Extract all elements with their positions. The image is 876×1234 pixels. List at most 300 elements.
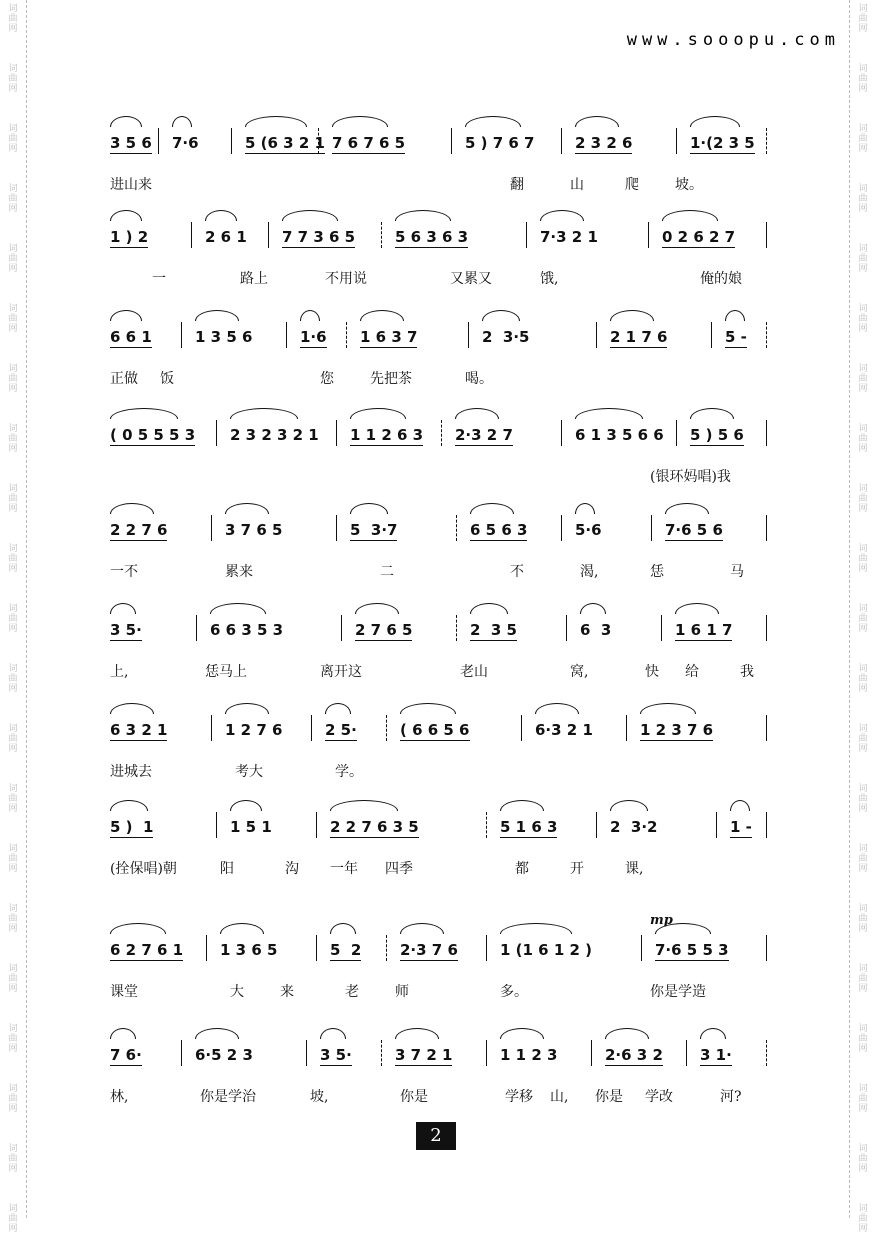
note-group: 1 3 6 5	[220, 941, 278, 959]
barline	[318, 128, 320, 154]
note-group: 1 -	[730, 818, 752, 836]
slur-mark	[110, 800, 148, 811]
slur-mark	[395, 210, 451, 221]
slur-mark	[332, 116, 388, 127]
slur-mark	[610, 800, 648, 811]
barline	[456, 515, 458, 541]
dynamic-marking: mp	[650, 913, 673, 928]
watermark-glyph: 词 曲 网	[8, 544, 18, 574]
note-group: 2·3 7 6	[400, 941, 458, 959]
slur-mark	[225, 703, 269, 714]
barline	[676, 420, 677, 446]
note-group: 7·3 2 1	[540, 228, 598, 246]
barline	[711, 322, 712, 348]
lyric-text: 坡,	[310, 1089, 329, 1105]
note-group: 3 1·	[700, 1046, 732, 1064]
lyric-text: (拴保唱)朝	[110, 861, 177, 877]
watermark-glyph: 词 曲 网	[858, 724, 868, 754]
barline	[206, 935, 207, 961]
notation-line	[110, 222, 790, 262]
lyric-text: 正做	[110, 371, 138, 387]
lyric-text: 您	[320, 371, 334, 387]
note-group: 5 ) 5 6	[690, 426, 744, 444]
lyric-text: (银环妈唱)我	[650, 469, 731, 485]
barline	[306, 1040, 307, 1066]
barline	[648, 222, 649, 248]
barline	[676, 128, 677, 154]
barline	[566, 615, 567, 641]
slur-mark	[395, 1028, 439, 1039]
note-group: 1 1 2 6 3	[350, 426, 424, 444]
note-group: 2 5·	[325, 721, 357, 739]
lyrics-line	[110, 268, 790, 290]
lyric-text: 又累又	[450, 271, 492, 287]
notation-line	[110, 128, 790, 168]
note-group: 1·(2 3 5	[690, 134, 755, 152]
lyric-text: 多。	[500, 984, 528, 1000]
note-group: ( 6 6 5 6	[400, 721, 470, 739]
barline	[211, 715, 212, 741]
note-group: 1 6 1 7	[675, 621, 733, 639]
note-group: 1 2 3 7 6	[640, 721, 714, 739]
barline	[316, 812, 317, 838]
note-group: 7·6 5 6	[665, 521, 723, 539]
lyric-text: 课堂	[110, 984, 138, 1000]
slur-mark	[662, 210, 718, 221]
notation-line	[110, 935, 790, 975]
lyric-text: 学。	[335, 764, 363, 780]
note-group: 1 1 2 3	[500, 1046, 558, 1064]
watermark-glyph: 词 曲 网	[8, 1084, 18, 1114]
barline	[486, 1040, 487, 1066]
lyric-text: 四季	[385, 861, 413, 877]
barline	[158, 128, 159, 154]
slur-mark	[360, 310, 404, 321]
lyric-text: 沟	[285, 861, 299, 877]
lyric-text: 翻	[510, 177, 524, 193]
lyric-text: 坡。	[675, 177, 703, 193]
slur-mark	[195, 310, 239, 321]
slur-mark	[730, 800, 750, 811]
note-group: 5 1 6 3	[500, 818, 558, 836]
lyric-text: 恁马上	[205, 664, 247, 680]
slur-mark	[580, 603, 606, 614]
watermark-glyph: 词 曲 网	[858, 304, 868, 334]
watermark-glyph: 词 曲 网	[858, 844, 868, 874]
watermark-glyph: 词 曲 网	[858, 1084, 868, 1114]
note-group: 6 5 6 3	[470, 521, 528, 539]
note-group: 3 5·	[110, 621, 142, 639]
slur-mark	[225, 503, 269, 514]
watermark-glyph: 词 曲 网	[8, 184, 18, 214]
barline	[766, 420, 767, 446]
slur-mark	[500, 800, 544, 811]
note-group: 6·5 2 3	[195, 1046, 253, 1064]
watermark-glyph: 词 曲 网	[858, 484, 868, 514]
barline	[386, 935, 388, 961]
barline	[381, 1040, 383, 1066]
note-group: 2 6 1	[205, 228, 247, 246]
slur-mark	[482, 310, 520, 321]
slur-mark	[245, 116, 307, 127]
watermark-glyph: 词 曲 网	[8, 724, 18, 754]
lyric-text: 不	[510, 564, 524, 580]
slur-mark	[110, 703, 154, 714]
notation-line	[110, 420, 790, 460]
lyric-text: 俺的娘	[700, 271, 742, 287]
slur-mark	[210, 603, 266, 614]
lyric-text: 进城去	[110, 764, 152, 780]
note-group: 1 2 7 6	[225, 721, 283, 739]
note-group: ( 0 5 5 5 3	[110, 426, 196, 444]
notation-line	[110, 812, 790, 852]
barline	[181, 1040, 182, 1066]
watermark-glyph: 词 曲 网	[8, 304, 18, 334]
lyric-text: 喝。	[465, 371, 493, 387]
note-group: 5 2	[330, 941, 362, 959]
lyric-text: 快	[645, 664, 659, 680]
slur-mark	[110, 310, 142, 321]
barline	[216, 420, 217, 446]
lyric-text: 学移	[505, 1089, 533, 1105]
slur-mark	[455, 408, 499, 419]
note-group: 6 3 2 1	[110, 721, 168, 739]
slur-mark	[110, 116, 142, 127]
slur-mark	[690, 116, 740, 127]
watermark-glyph: 词 曲 网	[8, 364, 18, 394]
note-group: 6 2 7 6 1	[110, 941, 184, 959]
lyric-text: 路上	[240, 271, 268, 287]
barline	[521, 715, 522, 741]
lyric-text: 大	[230, 984, 244, 1000]
barline	[486, 935, 487, 961]
slur-mark	[220, 923, 264, 934]
note-group: 2 3·2	[610, 818, 658, 836]
note-group: 2 7 6 5	[355, 621, 413, 639]
note-group: 5 ) 7 6 7	[465, 134, 535, 152]
slur-mark	[350, 503, 388, 514]
slur-mark	[500, 1028, 544, 1039]
slur-mark	[470, 603, 508, 614]
note-group: 2·3 2 7	[455, 426, 513, 444]
watermark-glyph: 词 曲 网	[8, 964, 18, 994]
slur-mark	[110, 603, 136, 614]
slur-mark	[110, 503, 154, 514]
watermark-glyph: 词 曲 网	[8, 904, 18, 934]
watermark-glyph: 词 曲 网	[858, 1204, 868, 1234]
slur-mark	[470, 503, 514, 514]
lyric-text: 窝,	[570, 664, 589, 680]
lyric-text: 你是	[400, 1089, 428, 1105]
lyric-text: 师	[395, 984, 409, 1000]
watermark-glyph: 词 曲 网	[858, 544, 868, 574]
lyric-text: 你是	[595, 1089, 623, 1105]
barline	[441, 420, 443, 446]
barline	[596, 322, 597, 348]
watermark-glyph: 词 曲 网	[858, 904, 868, 934]
watermark-glyph: 词 曲 网	[858, 784, 868, 814]
watermark-glyph: 词 曲 网	[8, 4, 18, 34]
slur-mark	[330, 923, 356, 934]
lyric-text: 老山	[460, 664, 488, 680]
site-url: www.sooopu.com	[626, 30, 840, 50]
note-group: 3 5 6	[110, 134, 152, 152]
note-group: 1 5 1	[230, 818, 272, 836]
note-group: 6 1 3 5 6 6	[575, 426, 664, 444]
note-group: 5 -	[725, 328, 747, 346]
note-group: 1 6 3 7	[360, 328, 418, 346]
lyric-text: 渴,	[580, 564, 599, 580]
barline	[486, 812, 488, 838]
barline	[336, 515, 337, 541]
notation-line	[110, 615, 790, 655]
barline	[386, 715, 388, 741]
lyric-text: 马	[730, 564, 744, 580]
note-group: 2 3 2 3 2 1	[230, 426, 319, 444]
lyrics-line	[110, 466, 790, 488]
lyrics-line	[110, 1086, 790, 1108]
slur-mark	[540, 210, 584, 221]
lyric-text: 上,	[110, 664, 129, 680]
lyrics-line	[110, 661, 790, 683]
lyrics-line	[110, 761, 790, 783]
watermark-glyph: 词 曲 网	[858, 184, 868, 214]
note-group: 2·6 3 2	[605, 1046, 663, 1064]
lyric-text: 进山来	[110, 177, 152, 193]
barline	[561, 515, 562, 541]
barline	[561, 128, 562, 154]
barline	[456, 615, 458, 641]
barline	[196, 615, 197, 641]
barline	[591, 1040, 592, 1066]
slur-mark	[400, 703, 456, 714]
lyric-text: 一	[152, 271, 166, 287]
slur-mark	[282, 210, 338, 221]
barline	[181, 322, 182, 348]
note-group: 3 7 2 1	[395, 1046, 453, 1064]
note-group: 2 2 7 6	[110, 521, 168, 539]
watermark-glyph: 词 曲 网	[8, 484, 18, 514]
note-group: 0 2 6 2 7	[662, 228, 736, 246]
barline	[766, 1040, 768, 1066]
barline	[766, 515, 767, 541]
lyric-text: 累来	[225, 564, 253, 580]
watermark-glyph: 词 曲 网	[858, 244, 868, 274]
lyrics-line	[110, 368, 790, 390]
slur-mark	[355, 603, 399, 614]
note-group: 6 3	[580, 621, 612, 639]
lyric-text: 二	[380, 564, 394, 580]
watermark-glyph: 词 曲 网	[858, 424, 868, 454]
watermark-glyph: 词 曲 网	[8, 1204, 18, 1234]
lyric-text: 爬	[625, 177, 639, 193]
lyric-text: 开	[570, 861, 584, 877]
barline	[766, 615, 767, 641]
watermark-glyph: 词 曲 网	[8, 424, 18, 454]
notation-line	[110, 1040, 790, 1080]
barline	[231, 128, 232, 154]
barline	[766, 222, 767, 248]
barline	[268, 222, 269, 248]
slur-mark	[535, 703, 579, 714]
lyric-text: 我	[740, 664, 754, 680]
barline	[191, 222, 192, 248]
barline	[451, 128, 452, 154]
slur-mark	[575, 408, 643, 419]
watermark-glyph: 词 曲 网	[858, 364, 868, 394]
watermark-glyph: 词 曲 网	[858, 1144, 868, 1174]
slur-mark	[640, 703, 696, 714]
note-group: 2 2 7 6 3 5	[330, 818, 419, 836]
lyric-text: 你是学治	[200, 1089, 256, 1105]
watermark-glyph: 词 曲 网	[858, 4, 868, 34]
lyric-text: 阳	[220, 861, 234, 877]
barline	[216, 812, 217, 838]
notation-line	[110, 715, 790, 755]
barline	[766, 715, 767, 741]
note-group: 2 3 2 6	[575, 134, 633, 152]
watermark-glyph: 词 曲 网	[858, 664, 868, 694]
lyric-text: 一不	[110, 564, 138, 580]
barline	[596, 812, 597, 838]
lyrics-line	[110, 981, 790, 1003]
barline	[346, 322, 348, 348]
barline	[341, 615, 342, 641]
right-watermark-strip	[849, 0, 876, 1234]
note-group: 2 1 7 6	[610, 328, 668, 346]
note-group: 5·6	[575, 521, 602, 539]
barline	[311, 715, 312, 741]
barline	[468, 322, 469, 348]
page-number: 2	[416, 1122, 456, 1150]
lyric-text: 课,	[625, 861, 644, 877]
watermark-glyph: 词 曲 网	[8, 1024, 18, 1054]
slur-mark	[172, 116, 192, 127]
lyrics-line	[110, 858, 790, 880]
barline	[651, 515, 652, 541]
lyric-text: 来	[280, 984, 294, 1000]
barline	[211, 515, 212, 541]
lyric-text: 先把茶	[370, 371, 412, 387]
note-group: 2 3·5	[482, 328, 530, 346]
note-group: 6 6 1	[110, 328, 152, 346]
lyric-text: 不用说	[325, 271, 367, 287]
slur-mark	[195, 1028, 239, 1039]
slur-mark	[575, 116, 619, 127]
barline	[661, 615, 662, 641]
lyric-text: 山,	[550, 1089, 569, 1105]
barline	[626, 715, 627, 741]
slur-mark	[605, 1028, 649, 1039]
slur-mark	[325, 703, 351, 714]
barline	[716, 812, 717, 838]
barline	[766, 935, 767, 961]
slur-mark	[230, 408, 298, 419]
lyrics-line	[110, 561, 790, 583]
watermark-glyph: 词 曲 网	[858, 124, 868, 154]
slur-mark	[110, 408, 178, 419]
note-group: 5 3·7	[350, 521, 398, 539]
note-group: 1·6	[300, 328, 327, 346]
slur-mark	[465, 116, 521, 127]
slur-mark	[205, 210, 237, 221]
lyric-text: 老	[345, 984, 359, 1000]
watermark-glyph: 词 曲 网	[858, 64, 868, 94]
barline	[641, 935, 642, 961]
note-group: 3 5·	[320, 1046, 352, 1064]
notation-line	[110, 515, 790, 555]
note-group: 6 6 3 5 3	[210, 621, 284, 639]
lyric-text: 考大	[235, 764, 263, 780]
note-group: 5 6 3 6 3	[395, 228, 469, 246]
note-group: 7·6	[172, 134, 199, 152]
slur-mark	[575, 503, 595, 514]
note-group: 5 (6 3 2 1	[245, 134, 325, 152]
lyric-text: 都	[515, 861, 529, 877]
slur-mark	[110, 923, 166, 934]
slur-mark	[500, 923, 572, 934]
lyric-text: 恁	[650, 564, 664, 580]
barline	[316, 935, 317, 961]
slur-mark	[725, 310, 745, 321]
watermark-glyph: 词 曲 网	[8, 664, 18, 694]
slur-mark	[320, 1028, 346, 1039]
lyric-text: 饭	[160, 371, 174, 387]
note-group: 5 ) 1	[110, 818, 154, 836]
note-group: 6·3 2 1	[535, 721, 593, 739]
barline	[286, 322, 287, 348]
slur-mark	[700, 1028, 726, 1039]
barline	[766, 128, 768, 154]
slur-mark	[330, 800, 398, 811]
notation-line	[110, 322, 790, 362]
slur-mark	[665, 503, 709, 514]
lyric-text: 学改	[645, 1089, 673, 1105]
barline	[766, 812, 767, 838]
watermark-glyph: 词 曲 网	[858, 1024, 868, 1054]
slur-mark	[675, 603, 719, 614]
note-group: 7 7 3 6 5	[282, 228, 356, 246]
lyric-text: 一年	[330, 861, 358, 877]
slur-mark	[110, 210, 142, 221]
slur-mark	[300, 310, 320, 321]
barline	[336, 420, 337, 446]
lyric-text: 离开这	[320, 664, 362, 680]
slur-mark	[610, 310, 654, 321]
note-group: 1 ) 2	[110, 228, 149, 246]
watermark-glyph: 词 曲 网	[8, 784, 18, 814]
barline	[766, 322, 768, 348]
slur-mark	[230, 800, 262, 811]
watermark-glyph: 词 曲 网	[8, 844, 18, 874]
lyrics-line	[110, 174, 790, 196]
note-group: 1 3 5 6	[195, 328, 253, 346]
note-group: 2 3 5	[470, 621, 517, 639]
watermark-glyph: 词 曲 网	[8, 604, 18, 634]
slur-mark	[350, 408, 406, 419]
lyric-text: 饿,	[540, 271, 559, 287]
note-group: 7 6·	[110, 1046, 142, 1064]
watermark-glyph: 词 曲 网	[8, 64, 18, 94]
note-group: 7·6 5 5 3	[655, 941, 729, 959]
slur-mark	[690, 408, 734, 419]
lyric-text: 山	[570, 177, 584, 193]
lyric-text: 河?	[720, 1089, 742, 1105]
lyric-text: 你是学造	[650, 984, 706, 1000]
lyric-text: 林,	[110, 1089, 129, 1105]
barline	[561, 420, 562, 446]
lyric-text: 给	[685, 664, 699, 680]
